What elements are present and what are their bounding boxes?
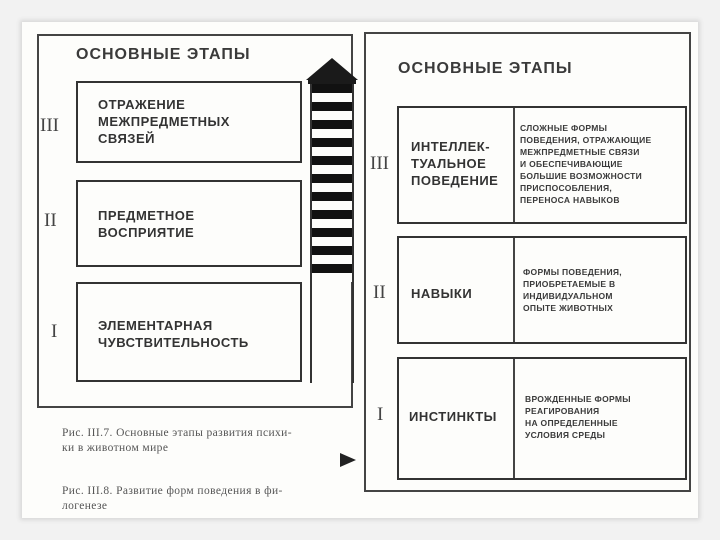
fig8-stage-3-numeral: III <box>370 153 389 174</box>
fig8-stage-2-name: НАВЫКИ <box>411 286 473 301</box>
fig8-stage-2-numeral: II <box>373 282 386 303</box>
fig7-frame-left <box>37 34 39 407</box>
fig8-stage-1-box <box>397 357 687 480</box>
fig8-stage-3-desc: СЛОЖНЫЕ ФОРМЫ ПОВЕДЕНИЯ, ОТРАЖАЮЩИЕ МЕЖПРЕДМЕТНЫЕ СВЯЗИ И ОБЕСПЕЧИВАЮЩИЕ БОЛЬШИЕ ВОЗМОЖНОСТИ ПРИСПОСОБЛЕНИЯ, ПЕРЕНОСА НАВЫКОВ <box>520 123 652 205</box>
fig8-stage-1-desc: ВРОЖДЕННЫЕ ФОРМЫ РЕАГИРОВАНИЯ НА ОПРЕДЕЛЕННЫЕ УСЛОВИЯ СРЕДЫ <box>525 394 631 440</box>
right-arrow-icon <box>340 453 356 472</box>
fig7-stage-2-box <box>76 180 302 267</box>
fig8-stage-3-name: ИНТЕЛЛЕК- ТУАЛЬНОЕ ПОВЕДЕНИЕ <box>411 139 499 188</box>
fig8-stage-1-name: ИНСТИНКТЫ <box>409 409 497 424</box>
fig8-title: ОСНОВНЫЕ ЭТАПЫ <box>398 60 573 77</box>
fig7-stage-2-text: ПРЕДМЕТНОЕ ВОСПРИЯТИЕ <box>98 208 195 240</box>
fig8-stage-2-box <box>397 236 687 344</box>
fig7-stage-3-numeral: III <box>40 115 59 136</box>
fig7-title: ОСНОВНЫЕ ЭТАПЫ <box>76 46 251 63</box>
fig7-stage-1-box <box>76 282 302 382</box>
fig7-stage-2-numeral: II <box>44 210 57 231</box>
fig7-frame-top <box>37 34 352 36</box>
fig8-stage-2-desc: ФОРМЫ ПОВЕДЕНИЯ, ПРИОБРЕТАЕМЫЕ В ИНДИВИДУАЛЬНОМ ОПЫТЕ ЖИВОТНЫХ <box>523 267 622 313</box>
fig7-caption: Рис. III.7. Основные этапы развития психи- ки в животном мире <box>62 427 292 454</box>
up-arrow-icon <box>304 58 360 383</box>
fig7-frame-bottom <box>37 406 353 408</box>
fig7-stage-3-text: ОТРАЖЕНИЕ МЕЖПРЕДМЕТНЫХ СВЯЗЕЙ <box>98 97 230 146</box>
fig8-stage-1-numeral: I <box>377 404 384 425</box>
fig7-stage-3-box <box>76 81 302 163</box>
fig7-stage-1-text: ЭЛЕМЕНТАРНАЯ ЧУВСТВИТЕЛЬНОСТЬ <box>98 318 249 350</box>
fig8-stage-3-box <box>397 106 687 224</box>
fig8-caption: Рис. III.8. Развитие форм поведения в фи- логенезе <box>62 485 283 512</box>
fig7-stage-1-numeral: I <box>51 321 58 342</box>
